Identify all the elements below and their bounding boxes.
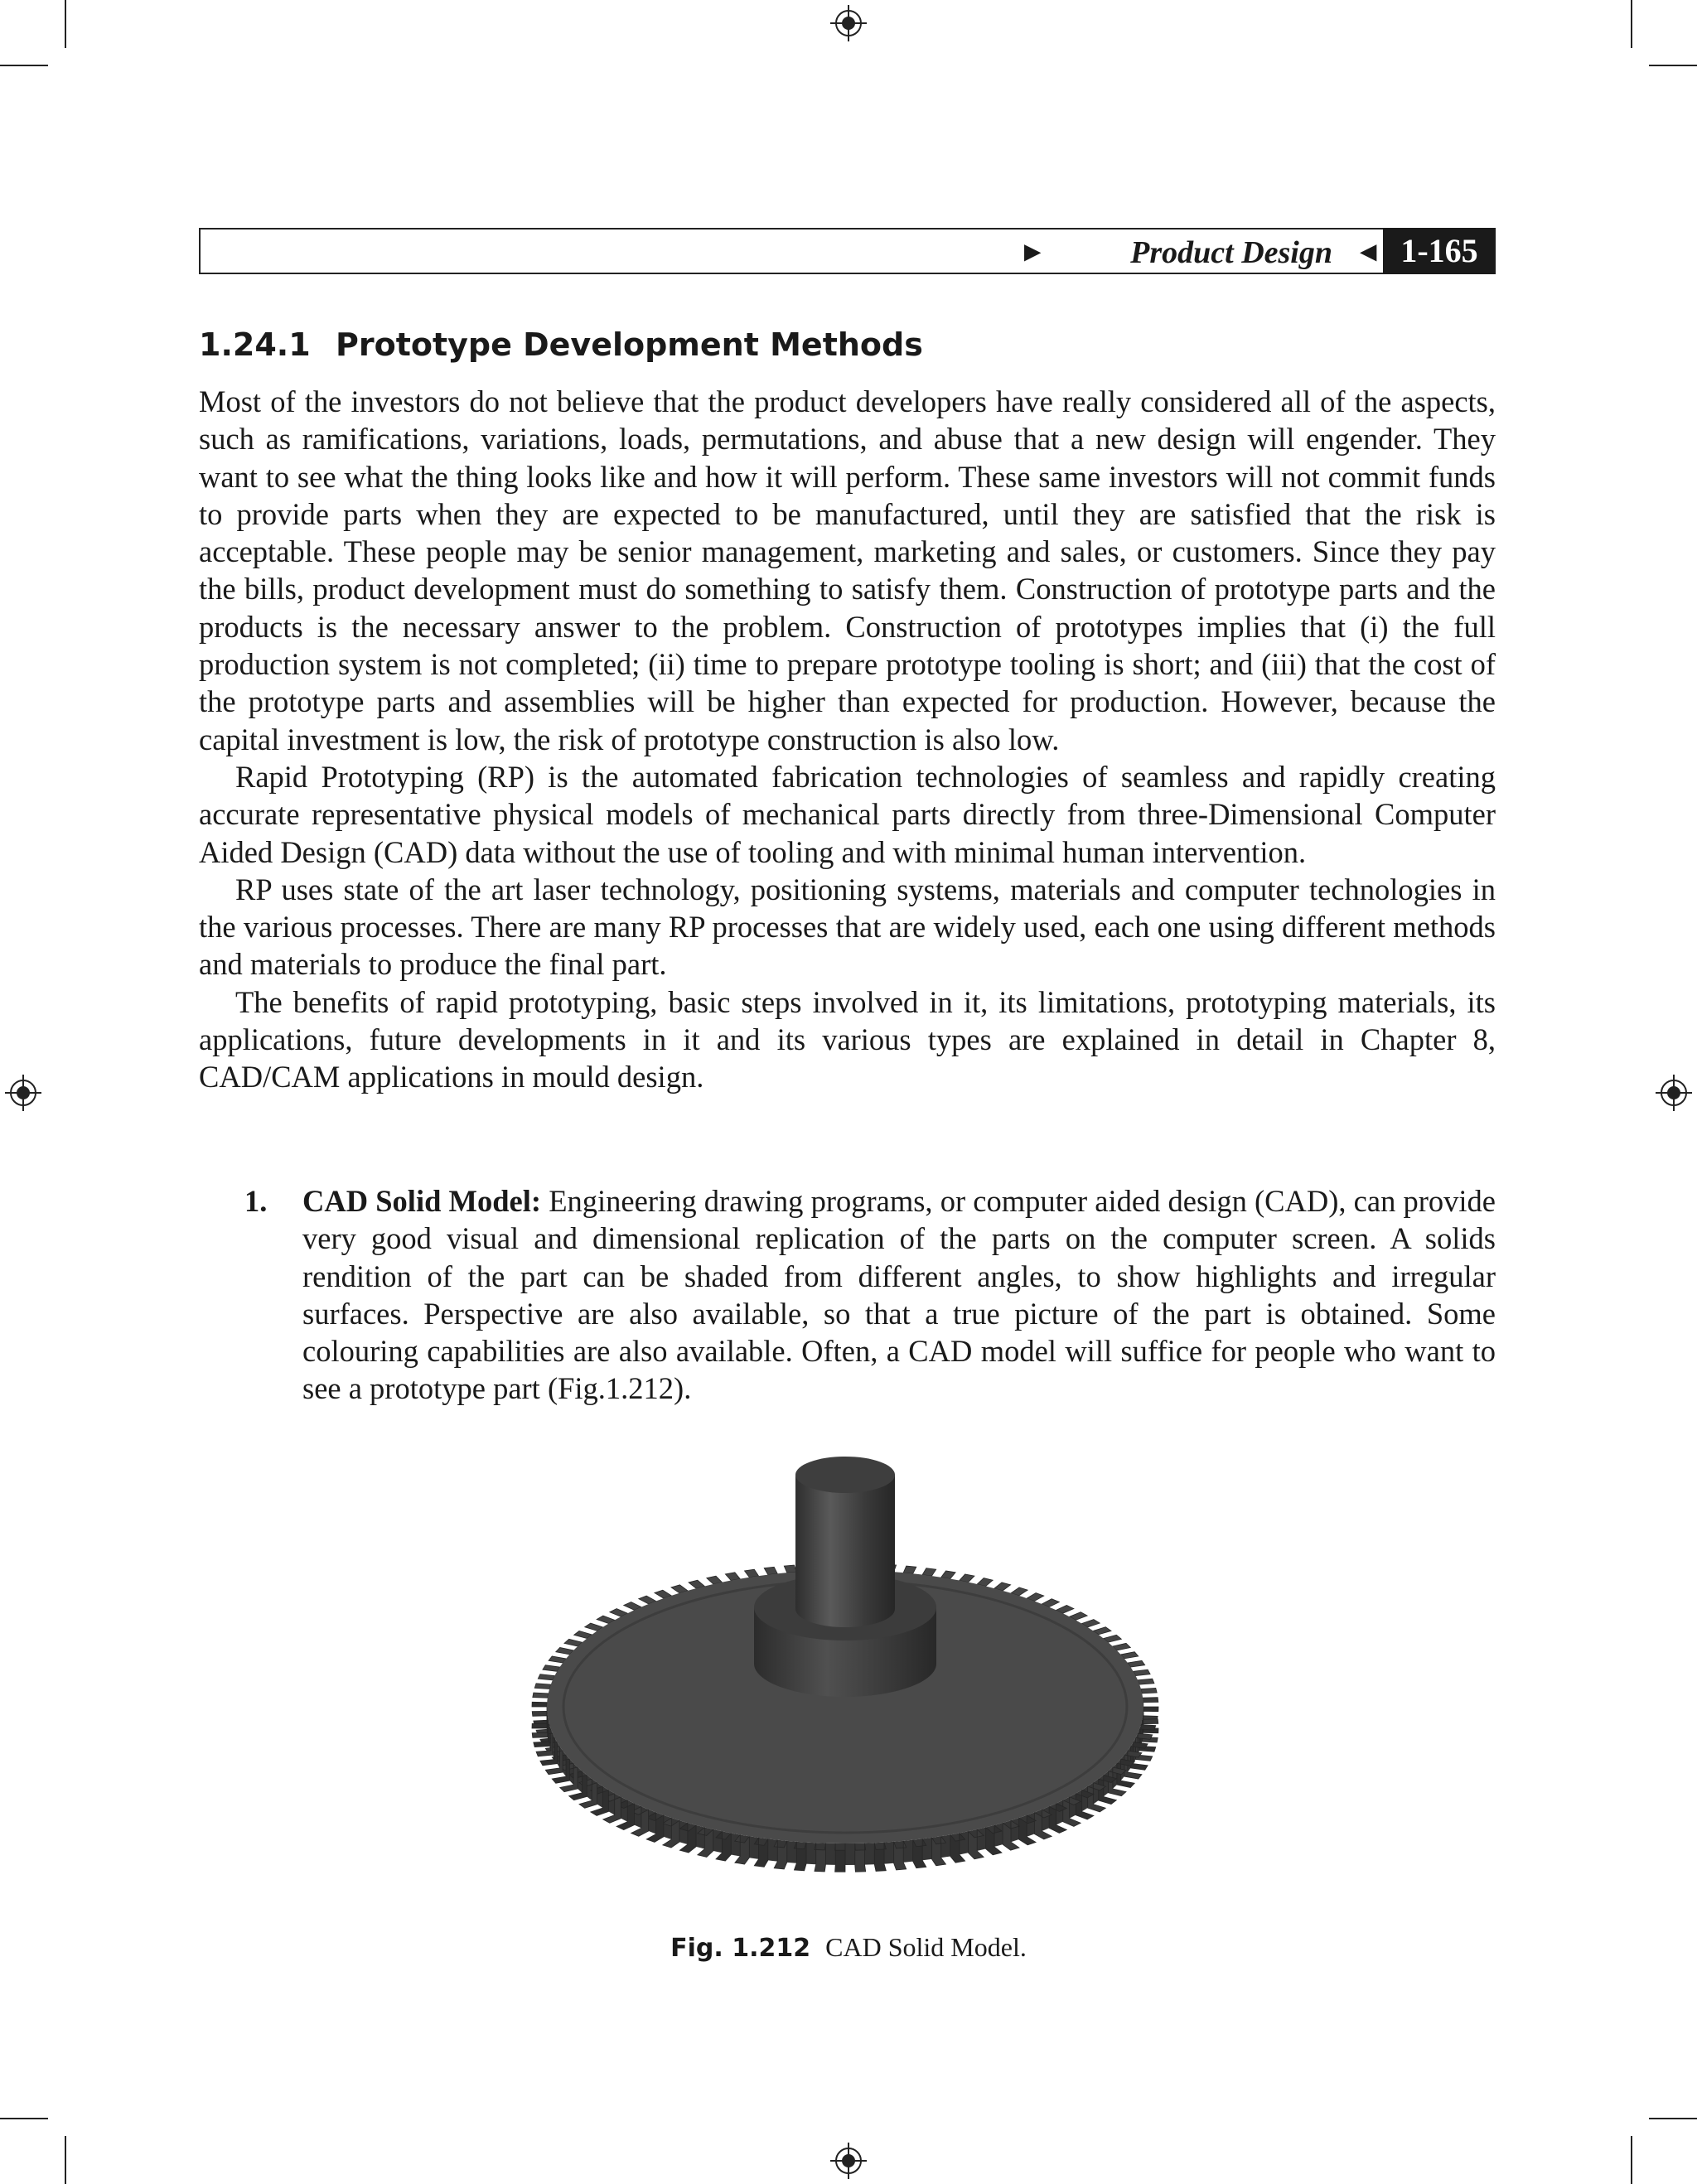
list-marker: 1. [244,1184,268,1218]
gear-tooth [1138,1679,1154,1684]
gear-tooth [543,1665,560,1672]
triangle-left-icon: ◄ [1354,237,1382,268]
gear-tooth [1141,1688,1157,1693]
section-title: Prototype Development Methods [336,326,923,363]
gear-tooth [534,1684,551,1689]
registration-mark-icon [1656,1075,1692,1111]
paragraph: The benefits of rapid prototyping, basic steps involved in it, its limitations, prototyping materials, its applications, future developments in it and its various types are explained in detail in Chapter 8, CAD/CAM applications in mould design. [199,984,1496,1094]
registration-mark-icon [5,1075,41,1111]
section-heading [199,321,923,368]
gear-shaft [795,1475,895,1627]
list-item-text: Engineering drawing programs, or computer aided design (CAD), can provide very good visual and dimensional replication of the parts on the computer screen. A solids rendition of the part can be shaded from different angles, to show highlights and irregular surfaces. Perspective are also available, so that a true picture of the part is obtained. Some colouring capabilities are also available. Often, a CAD model will suffice for people who want to see a prototype part (Fig.1.212). [302,1184,1496,1406]
gear-tooth [764,1567,777,1574]
registration-mark-icon [830,2143,867,2179]
gear-tooth [903,1566,916,1573]
gear-tooth [784,1565,796,1573]
section-number: 1.24.1 [199,326,311,363]
gear-tooth [1134,1669,1150,1675]
crop-mark [65,2136,66,2184]
figure-caption-text: CAD Solid Model. [825,1932,1027,1962]
paragraph: Most of the investors do not believe that the product developers have really considered all of the aspects, such as ramifications, variations, loads, permutations, and abuse that a new design will engender. They want to see what the thing looks like and how it will perform. These same investors will not commit funds to provide parts when they are expected to be manufactured, until they are satisfied that the risk is acceptable. These people may be senior management, marketing and sales, or customers. Since they pay the bills, product development must do something to satisfy them. Construction of prototype parts and the products is the necessary answer to the problem. Construction of prototypes implies that (i) the full production system is not completed; (ii) time to prepare prototype tooling is short; and (iii) that the cost of the prototype parts and assemblies will be higher than expected for production. However, because the capital investment is low, the risk of prototype construction is also low. [199,384,1496,756]
registration-mark-icon [830,5,867,41]
gear-tooth [549,1656,566,1663]
page-number: 1-165 [1383,228,1496,274]
gear-tooth [744,1569,758,1578]
figure-label: Fig. 1.212 [670,1934,811,1963]
paragraph: Rapid Prototyping (RP) is the automated fabrication technologies of seamless and rapidly creating accurate representative physical models of mechanical parts directly from three-Dimensional Computer Aided Design (CAD) data without the use of tooling and with minimal human intervention. [199,759,1496,869]
crop-mark [0,2118,48,2119]
crop-mark [1631,0,1632,48]
figure-cad-gear [522,1442,1168,1906]
crop-mark [1649,65,1697,66]
list-item-content [302,1182,1496,1408]
paragraph: RP uses state of the art laser technology, positioning systems, materials and computer technologies in the various processes. There are many RP processes that are widely used, each one using different methods and materials to produce the final part. [199,872,1496,982]
crop-mark [65,0,66,48]
crop-mark [1631,2136,1632,2184]
gear-tooth [533,1693,549,1698]
gear-tooth [922,1568,936,1576]
triangle-right-icon: ► [1018,237,1047,268]
gear-shaft-top [795,1457,895,1493]
gear-tooth [941,1571,955,1579]
figure-caption [0,1929,1697,1967]
running-header [199,228,1496,274]
crop-mark [0,65,48,66]
crop-mark [1649,2118,1697,2119]
gear-tooth [538,1674,554,1680]
list-item-lead: CAD Solid Model: [302,1184,542,1218]
list-item [199,1182,1496,1408]
gear-illustration [522,1442,1168,1906]
gear-tooth [1128,1660,1145,1667]
body-text [199,383,1496,1096]
running-header-title: Product Design [1130,235,1332,270]
